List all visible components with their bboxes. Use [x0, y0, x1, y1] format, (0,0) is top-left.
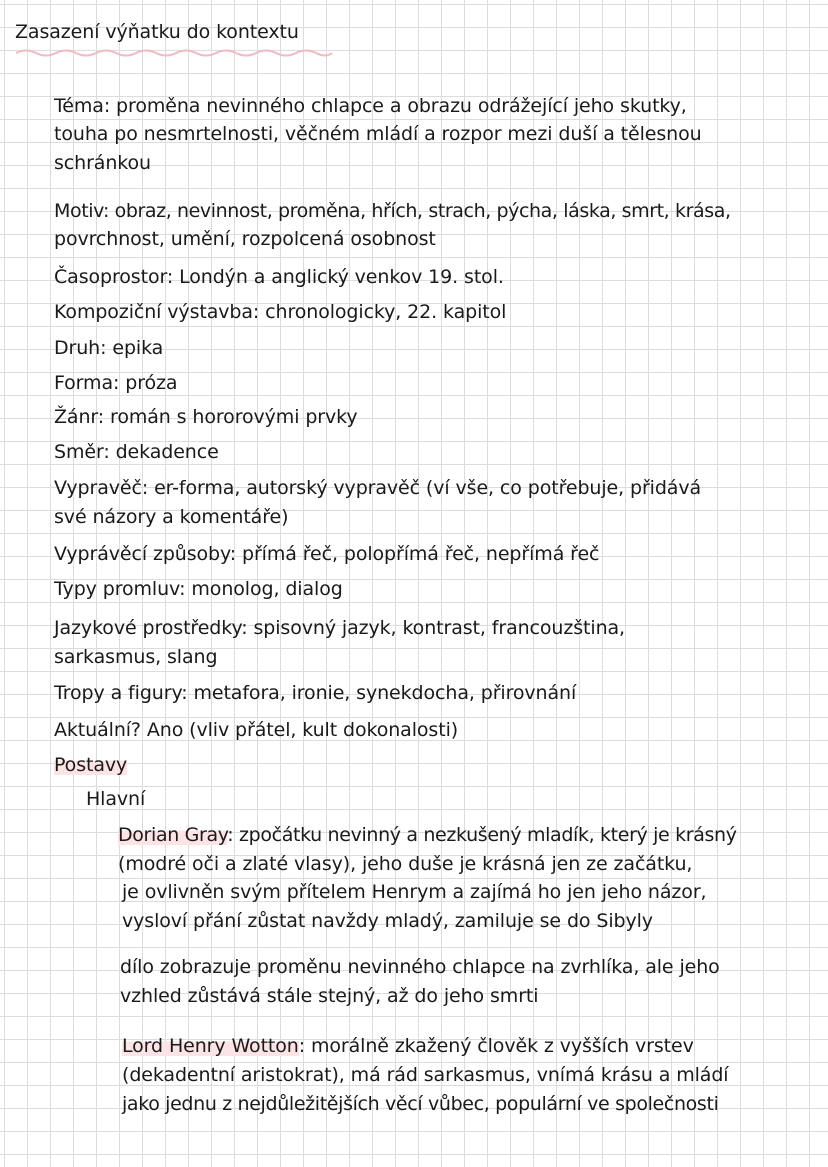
page-title: Zasazení výňatku do kontextu — [15, 21, 299, 43]
aktualni-line: Aktuální? Ano (vliv přátel, kult dokonalosti) — [54, 719, 459, 741]
motiv-line-2: povrchnost, umění, rozpolcená osobnost — [54, 228, 436, 250]
tema-line-1: Téma: proměna nevinného chlapce a obrazu odrážející jeho skutky, — [54, 95, 687, 117]
tema-line-2: touha po nesmrtelnosti, věčném mládí a rozpor mezi duší a tělesnou — [54, 123, 702, 145]
dorian-line-1-text: : zpočátku nevinný a nezkušený mladík, který je krásný — [227, 824, 737, 846]
dilo-line-2: vzhled zůstává stále stejný, až do jeho smrti — [120, 985, 539, 1007]
dorian-line-4: vysloví přání zůstat navždy mladý, zamiluje se do Sibyly — [122, 910, 653, 932]
postavy-heading-text: Postavy — [54, 754, 128, 776]
motiv-line-1: Motiv: obraz, nevinnost, proměna, hřích, strach, pýcha, láska, smrt, krása, — [54, 200, 731, 222]
henry-line-3: jako jednu z nejdůležitějších věcí vůbec, populární ve společnosti — [122, 1093, 719, 1115]
promluvy-line: Typy promluv: monolog, dialog — [54, 578, 343, 600]
henry-line-1 — [122, 1034, 694, 1058]
dorian-line-2: (modré oči a zlaté vlasy), jeho duše je krásná jen ze začátku, — [118, 853, 693, 875]
jazyk-line-1: Jazykové prostředky: spisovný jazyk, kontrast, francouzština, — [54, 617, 625, 639]
dorian-line-1 — [118, 823, 737, 847]
postavy-heading — [54, 753, 127, 777]
title-underline-squiggle — [14, 47, 334, 57]
forma-line: Forma: próza — [54, 372, 178, 394]
dorian-name: Dorian Gray — [118, 824, 228, 846]
henry-line-2: (dekadentní aristokrat), má rád sarkasmus, vnímá krásu a mládí — [122, 1064, 729, 1086]
casoprostor-line: Časoprostor: Londýn a anglický venkov 19. stol. — [54, 266, 504, 288]
tropy-line: Tropy a figury: metafora, ironie, synekdocha, přirovnání — [54, 682, 577, 704]
vypravec-line-1: Vypravěč: er-forma, autorský vypravěč (ví vše, co potřebuje, přidává — [54, 477, 702, 499]
dilo-line-1: dílo zobrazuje proměnu nevinného chlapce na zvrhlíka, ale jeho — [120, 956, 720, 978]
tema-line-3: schránkou — [54, 152, 151, 174]
dorian-line-3: je ovlivněn svým přítelem Henrym a zajímá ho jen jeho názor, — [122, 881, 707, 903]
zpusoby-line: Vyprávěcí způsoby: přímá řeč, polopřímá řeč, nepřímá řeč — [54, 543, 600, 565]
druh-line: Druh: epika — [54, 337, 164, 359]
kompozice-line: Kompoziční výstavba: chronologicky, 22. kapitol — [54, 301, 507, 323]
vypravec-line-2: své názory a komentáře) — [54, 506, 289, 528]
hlavni-subheading: Hlavní — [86, 788, 146, 810]
jazyk-line-2: sarkasmus, slang — [54, 646, 218, 668]
henry-name: Lord Henry Wotton — [122, 1035, 299, 1057]
smer-line: Směr: dekadence — [54, 441, 219, 463]
henry-line-1-text: : morálně zkažený člověk z vyšších vrstev — [298, 1035, 694, 1057]
zanr-line: Žánr: román s hororovými prvky — [54, 406, 358, 428]
